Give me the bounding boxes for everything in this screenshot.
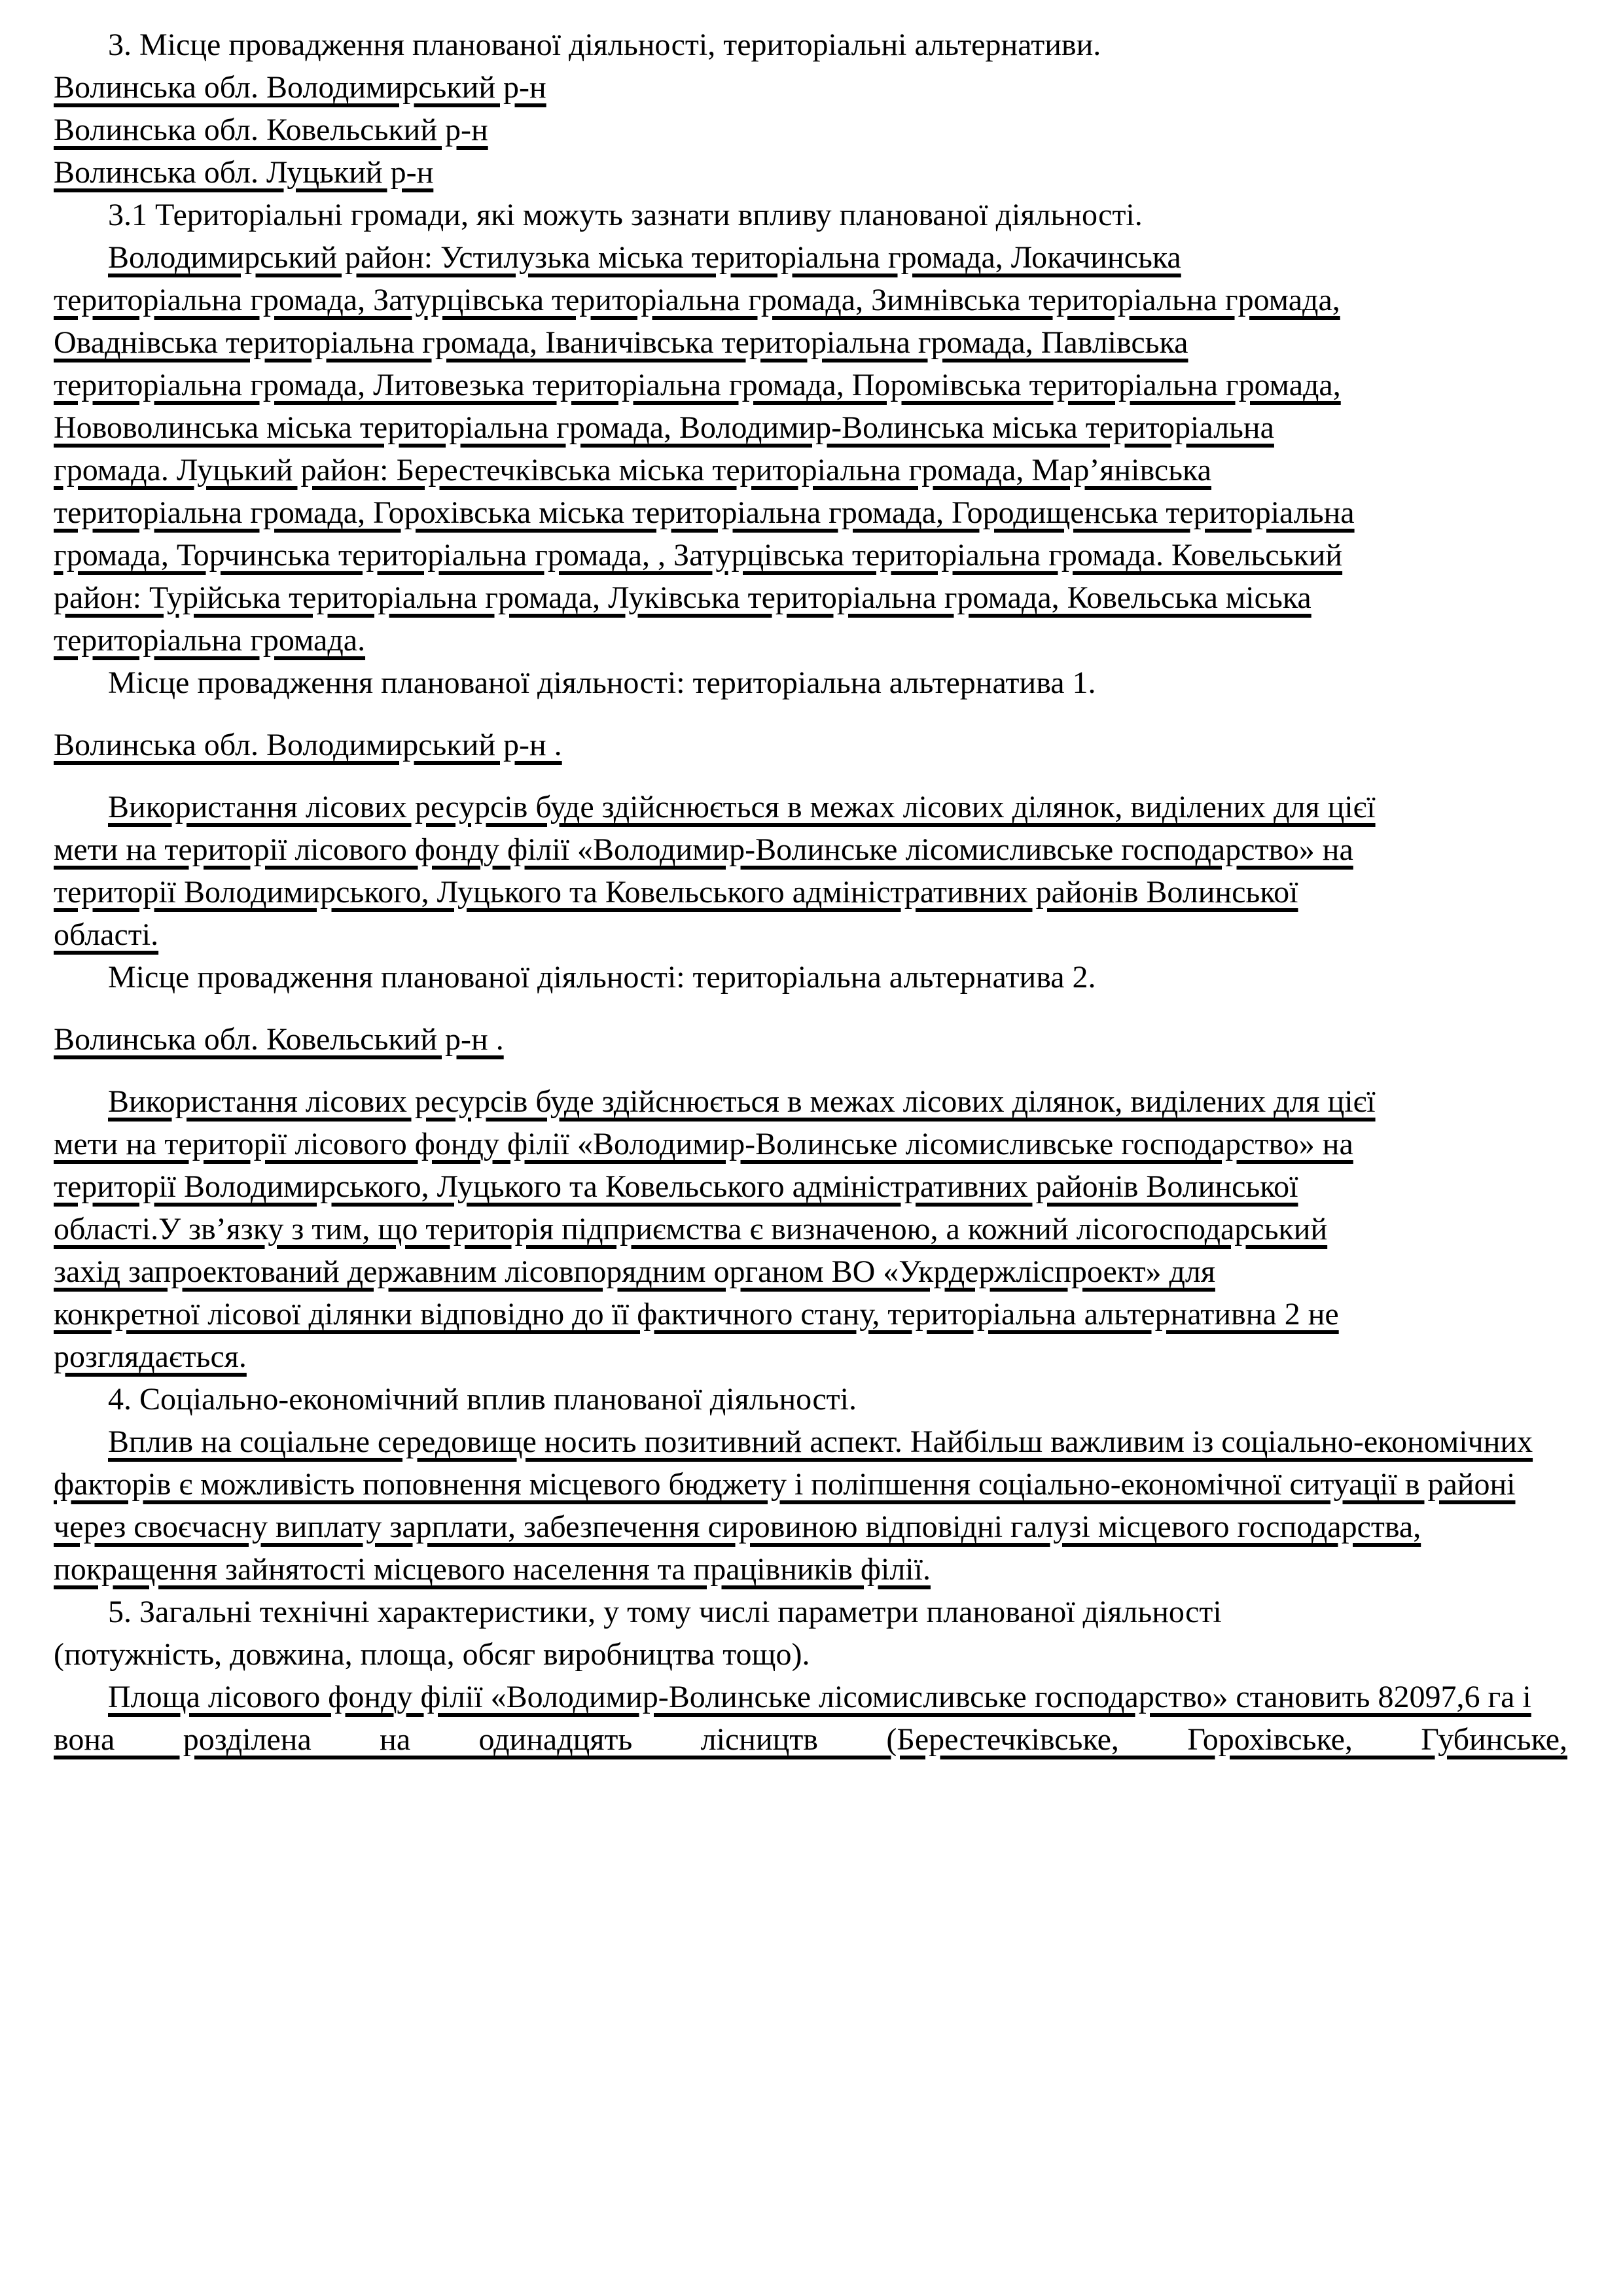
region-line-lutskyi: Волинська обл. Луцький р-н [54, 155, 434, 190]
social-impact-paragraph: Вплив на соціальне середовище носить позитивний аспект. Найбільш важливим із соціально-економічних факторів є можливість поповнення місцевого бюджету і поліпшення соціально-економічної ситуації в районі через своєчасну виплату зарплати, забезпечення сировиною відповідні галузі місцевого господарства, покращення зайнятості місцевого населення та працівників філії. [54, 1424, 1533, 1587]
alternative-1-paragraph: Використання лісових ресурсів буде здійснюється в межах лісових ділянок, виділених для цієї мети на території лісового фонду філії «Володимир-Волинське лісомисливське господарство» на території Володимирського, Луцького та Ковельського адміністративних районів Волинської області. [54, 790, 1376, 952]
section-3-heading: 3. Місце провадження планованої діяльності, територіальні альтернативи. [108, 27, 1101, 62]
forest-area-paragraph: Площа лісового фонду філії «Володимир-Волинське лісомисливське господарство» становить 82097,6 га і вона розділена на одинадцять лісництв (Берестечківське, Горохівське, Губинське, [54, 1680, 1567, 1757]
communities-paragraph: Володимирський район: Устилузька міська територіальна громада, Локачинська територіальна громада, Затурцівська територіальна громада, Зимнівська територіальна громада, Оваднівська територіальна громада, Іваничівська територіальна громада, Павлівська територіальна громада, Литовезька територіальна громада, Поромівська територіальна громада, Нововолинська міська територіальна громада, Володимир-Волинська міська територіальна громада. Луцький район: Берестечківська міська територіальна громада, Мар’янівська територіальна громада, Горохівська міська територіальна громада, Городищенська територіальна громада, Торчинська територіальна громада, , Затурцівська територіальна громада. Ковельський район: Турійська територіальна громада, Луківська територіальна громада, Ковельська міська територіальна громада. [54, 240, 1355, 658]
section-4-heading: 4. Соціально-економічний вплив планованої діяльності. [108, 1382, 857, 1417]
region-line-kovelskyi: Волинська обл. Ковельський р-н [54, 113, 488, 147]
section-3-1-heading: 3.1 Територіальні громади, які можуть зазнати впливу планованої діяльності. [108, 198, 1143, 232]
section-5-heading: 5. Загальні технічні характеристики, у тому числі параметри планованої діяльності (потужність, довжина, площа, обсяг виробництва тощо). [54, 1595, 1222, 1672]
alternative-1-note: Місце провадження планованої діяльності: територіальна альтернатива 1. [108, 665, 1096, 700]
alternative-2-note: Місце провадження планованої діяльності: територіальна альтернатива 2. [108, 960, 1096, 995]
alternative-1-region-line: Волинська обл. Володимирський р-н . [54, 728, 562, 762]
alternative-2-paragraph: Використання лісових ресурсів буде здійснюється в межах лісових ділянок, виділених для цієї мети на території лісового фонду філії «Володимир-Волинське лісомисливське господарство» на території Володимирського, Луцького та Ковельського адміністративних районів Волинської області.У зв’язку з тим, що територія підприємства є визначеною, а кожний лісогосподарський захід запроектований державним лісовпорядним органом ВО «Укрдержліспроект» для конкретної лісової ділянки відповідно до її фактичного стану, територіальна альтернативна 2 не розглядається. [54, 1084, 1376, 1374]
region-line-volodymyrskyi: Волинська обл. Володимирський р-н [54, 70, 546, 105]
alternative-2-region-line: Волинська обл. Ковельський р-н . [54, 1022, 504, 1057]
